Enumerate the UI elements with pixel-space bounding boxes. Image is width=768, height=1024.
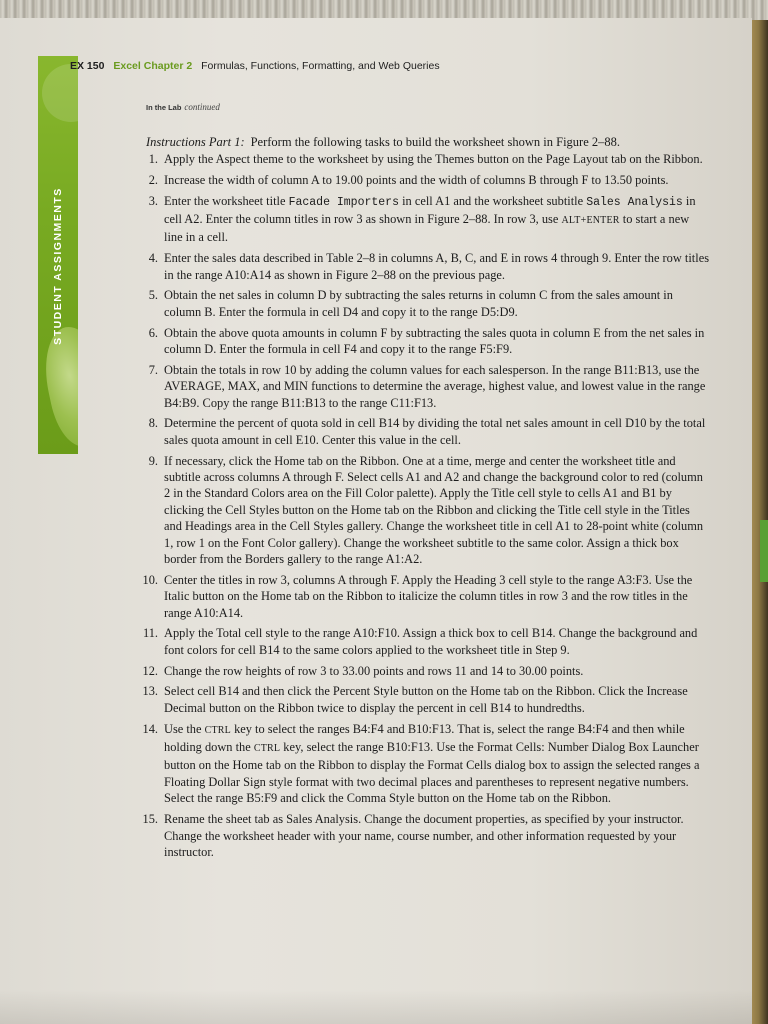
task-text: Increase the width of column A to 19.00 points and the width of columns B through F to 13.50 points. <box>164 172 669 187</box>
task-item <box>118 287 710 320</box>
task-item <box>118 193 710 246</box>
task-number: 9. <box>148 453 158 468</box>
task-number: 7. <box>148 362 158 377</box>
section-heading <box>146 102 220 112</box>
task-number: 2. <box>148 172 158 187</box>
sidebar-label <box>38 186 78 346</box>
continued-label: continued <box>184 102 220 112</box>
task-number: 14. <box>142 721 158 736</box>
task-number: 3. <box>148 193 158 208</box>
task-text: Determine the percent of quota sold in cell B14 by dividing the total net sales amount in cell D10 by the total sales quota amount in cell E10. Center this value in the cell. <box>164 416 706 447</box>
instructions-text: Perform the following tasks to build the worksheet shown in Figure 2–88. <box>250 135 621 149</box>
task-item <box>118 250 710 283</box>
task-text: Apply the Total cell style to the range A10:F10. Assign a thick box to cell B14. Change the background and font colors for cell B14 to the same colors applied to the worksheet title in Step 9. <box>164 626 698 657</box>
task-number: 1. <box>148 152 158 166</box>
task-item <box>118 811 710 860</box>
task-number: 15. <box>142 812 158 827</box>
task-text: Apply the Aspect theme to the worksheet by using the Themes button on the Page Layout tab on the Ribbon. <box>164 152 703 166</box>
task-number: 11. <box>142 626 158 641</box>
task-text: Use the <box>164 721 205 736</box>
task-item <box>118 415 710 448</box>
task-text: Rename the sheet tab as Sales Analysis. Change the document properties, as specified by your instructor. Change the worksheet header with your name, course number, and other information requested by your instructor. <box>164 812 684 859</box>
task-item <box>118 683 710 716</box>
section-label: In the Lab <box>146 103 182 112</box>
task-number: 5. <box>148 288 158 303</box>
task-text: Obtain the above quota amounts in column F by subtracting the sales quota in column E from the net sales in column D. Enter the formula in cell F4 and copy it to the range F5:F9. <box>164 325 705 357</box>
page-tab-marker <box>760 520 768 582</box>
task-text: key to select the ranges B4:F4 and B10:F13. That is, select the range B4:F4 and then while holding down the <box>164 721 685 755</box>
task-list <box>118 151 710 865</box>
task-number: 4. <box>148 251 158 266</box>
task-text: CTRL <box>204 724 231 736</box>
task-text: ALT+ENTER <box>561 215 620 226</box>
task-item <box>118 721 710 807</box>
task-text: Enter the sales data described in Table 2–8 in columns A, B, C, and E in rows 4 through 9. Enter the row titles in the range A10:A14 as shown in Figure 2–88 on the previous page. <box>164 251 710 282</box>
task-item <box>118 453 710 568</box>
task-number: 12. <box>142 663 158 678</box>
task-text: Sales Analysis <box>586 195 683 209</box>
task-number: 13. <box>142 684 158 699</box>
task-number: 6. <box>148 325 158 340</box>
chapter-title: Formulas, Functions, Formatting, and Web Queries <box>201 60 440 72</box>
instructions-label: Instructions Part 1: <box>146 135 245 149</box>
task-text: Change the row heights of row 3 to 33.00 points and rows 11 and 14 to 30.00 points. <box>164 663 584 678</box>
task-item <box>118 663 710 679</box>
task-text: Facade Importers <box>288 195 399 209</box>
task-text: Center the titles in row 3, columns A through F. Apply the Heading 3 cell style to the range A3:F3. Use the Italic button on the Home tab on the Ribbon to italicize the column titles in row 3 and the row titles in the range A10:A14. <box>164 572 693 620</box>
task-text: Select cell B14 and then click the Percent Style button on the Home tab on the Ribbon. Click the Increase Decimal button on the Ribbon twice to display the percent in cell B14 to hundredths. <box>164 684 688 715</box>
task-text: in cell A2. Enter the column titles in row 3 as shown in Figure 2–88. In row 3, use <box>164 193 696 226</box>
task-text: in cell A1 and the worksheet subtitle <box>398 193 587 208</box>
task-item <box>118 572 710 621</box>
task-number: 10. <box>142 572 158 587</box>
task-text: to start a new line in a cell. <box>164 212 690 245</box>
task-item <box>118 325 710 358</box>
instructions-intro <box>146 134 726 150</box>
task-item <box>118 362 710 411</box>
task-item <box>118 172 710 188</box>
task-text: CTRL <box>253 743 281 755</box>
task-text: Enter the worksheet title <box>164 193 289 208</box>
task-text: If necessary, click the Home tab on the Ribbon. One at a time, merge and center the worksheet title and subtitle across columns A through F. Select cells A1 and A2 and change the background color to red (column 2 in the Standard Colors area on the Fill Color palette). Apply the Title cell style to cells A1 and B1 by clicking the Cell Styles button on the Home tab on the Ribbon and clicking the Title cell style in the Titles and Headings area in the Cell Styles gallery. Change the worksheet title in cell A1 to 28-point white (column 1, row 1 on the Font Color gallery). Change the worksheet subtitle to the same color. Assign a thick box border from the Borders gallery to the range A1:A2. <box>164 453 704 567</box>
chapter-label: Excel Chapter 2 <box>113 60 193 72</box>
task-number: 8. <box>148 416 158 431</box>
task-item <box>118 625 710 658</box>
page-shadow <box>0 990 752 1024</box>
running-header <box>70 60 570 76</box>
task-text: Obtain the net sales in column D by subtracting the sales returns in column C from the sales amount in column B. Enter the formula in cell D4 and copy it to the range D5:D9. <box>164 288 673 319</box>
task-text: Obtain the totals in row 10 by adding the column values for each salesperson. In the range B11:B13, use the AVERAGE, MAX, and MIN functions to determine the average, highest value, and lowest value in the range B4:B9. Copy the range B11:B13 to the range C11:F13. <box>164 362 706 410</box>
task-item <box>118 151 710 167</box>
page-code: EX 150 <box>70 60 105 72</box>
sidebar-label-text: STUDENT ASSIGNMENTS <box>52 187 64 345</box>
task-text: key, select the range B10:F13. Use the Format Cells: Number Dialog Box Launcher button on the Home tab on the Ribbon to display the Format Cells dialog box to assign the selected ranges a Floating Dollar Sign style format with two decimal places and parentheses to represent negative numbers. Select the range B5:F9 and click the Comma Style button on the Home tab on the Ribbon. <box>164 740 700 806</box>
